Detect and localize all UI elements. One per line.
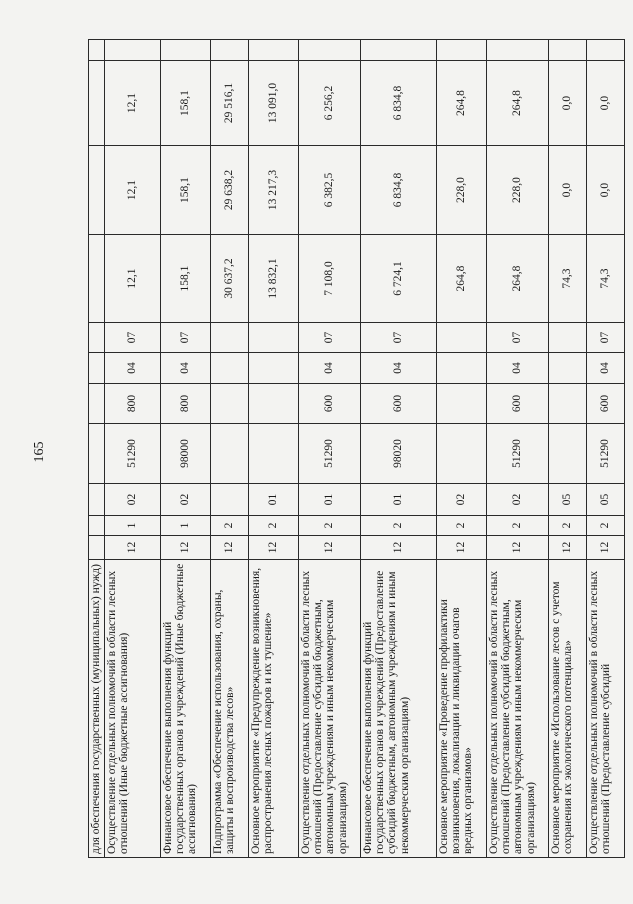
cell-subsection — [249, 323, 299, 353]
cell-measure: 02 — [161, 484, 211, 516]
cell-extra — [299, 40, 361, 61]
cell-measure: 02 — [105, 484, 161, 516]
cell-amount-2: 228,0 — [437, 146, 487, 235]
cell-extra — [161, 40, 211, 61]
row-name: Финансовое обеспечение выполнения функций государственных органов и учреждений (Предоставление субсидий бюджетным, автономным учреждениям и иным некоммерческим организациям) — [361, 560, 437, 858]
cell-amount-3: 0,0 — [587, 61, 625, 146]
table-row — [105, 40, 161, 858]
cell-amount-1: 30 637,2 — [211, 235, 249, 323]
cell-amount-1: 264,8 — [437, 235, 487, 323]
table-row — [549, 40, 587, 858]
cell-expense-type — [549, 384, 587, 424]
cell-amount-2: 13 217,3 — [249, 146, 299, 235]
cell-direction: 51290 — [105, 424, 161, 484]
cell-ministry: 12 — [299, 536, 361, 560]
cell-amount-1: 158,1 — [161, 235, 211, 323]
cell-subsection: 07 — [105, 323, 161, 353]
cell-extra — [549, 40, 587, 61]
cell-subprogram: 1 — [161, 516, 211, 536]
cell-extra — [105, 40, 161, 61]
cell-amount-3 — [89, 61, 105, 146]
cell-amount-1: 6 724,1 — [361, 235, 437, 323]
table-row — [437, 40, 487, 858]
cell-subprogram: 2 — [487, 516, 549, 536]
cell-direction — [249, 424, 299, 484]
cell-amount-3: 6 834,8 — [361, 61, 437, 146]
cell-ministry: 12 — [211, 536, 249, 560]
cell-amount-2: 228,0 — [487, 146, 549, 235]
cell-expense-type: 600 — [587, 384, 625, 424]
cell-measure — [89, 484, 105, 516]
row-name: Основное мероприятие «Предупреждение возникновения, распространения лесных пожаров и их тушение» — [249, 560, 299, 858]
cell-section: 04 — [299, 353, 361, 384]
cell-amount-3: 13 091,0 — [249, 61, 299, 146]
cell-ministry: 12 — [549, 536, 587, 560]
cell-section: 04 — [105, 353, 161, 384]
cell-subsection: 07 — [487, 323, 549, 353]
cell-subsection: 07 — [299, 323, 361, 353]
table-row — [299, 40, 361, 858]
cell-section: 04 — [587, 353, 625, 384]
cell-measure: 01 — [361, 484, 437, 516]
table-row — [211, 40, 249, 858]
cell-subprogram: 2 — [361, 516, 437, 536]
cell-section — [89, 353, 105, 384]
cell-measure — [211, 484, 249, 516]
cell-subsection — [549, 323, 587, 353]
cell-extra — [89, 40, 105, 61]
cell-expense-type — [437, 384, 487, 424]
cell-subprogram: 2 — [437, 516, 487, 536]
table-row — [161, 40, 211, 858]
row-name: для обеспечения государственных (муниципальных) нужд) — [89, 560, 105, 858]
page-number: 165 — [32, 441, 47, 463]
row-name: Основное мероприятие «Использование лесов с учетом сохранения их экологического потенциала» — [549, 560, 587, 858]
cell-ministry: 12 — [249, 536, 299, 560]
cell-amount-3: 264,8 — [437, 61, 487, 146]
cell-amount-1: 13 832,1 — [249, 235, 299, 323]
row-name: Осуществление отдельных полномочий в области лесных отношений (Иные бюджетные ассигнования) — [105, 560, 161, 858]
cell-extra — [587, 40, 625, 61]
cell-section — [437, 353, 487, 384]
cell-section — [549, 353, 587, 384]
cell-subprogram — [89, 516, 105, 536]
cell-ministry: 12 — [487, 536, 549, 560]
cell-amount-2: 6 382,5 — [299, 146, 361, 235]
cell-expense-type: 800 — [105, 384, 161, 424]
cell-direction: 98000 — [161, 424, 211, 484]
cell-amount-1: 12,1 — [105, 235, 161, 323]
cell-ministry: 12 — [587, 536, 625, 560]
row-name: Финансовое обеспечение выполнения функций государственных органов и учреждений (Иные бюджетные ассигнования) — [161, 560, 211, 858]
cell-amount-1: 74,3 — [549, 235, 587, 323]
cell-section — [211, 353, 249, 384]
cell-subprogram: 2 — [299, 516, 361, 536]
cell-amount-2: 0,0 — [549, 146, 587, 235]
cell-subprogram: 2 — [549, 516, 587, 536]
cell-measure: 01 — [299, 484, 361, 516]
cell-amount-2: 6 834,8 — [361, 146, 437, 235]
cell-extra — [361, 40, 437, 61]
cell-direction — [437, 424, 487, 484]
budget-table — [88, 39, 625, 858]
cell-section — [249, 353, 299, 384]
table-row — [249, 40, 299, 858]
cell-subsection — [437, 323, 487, 353]
row-name: Подпрограмма «Обеспечение использования, охраны, защиты и воспроизводства лесов» — [211, 560, 249, 858]
cell-section: 04 — [487, 353, 549, 384]
row-name: Основное мероприятие «Проведение профилактики возникновения, локализации и ликвидации очагов вредных организмов» — [437, 560, 487, 858]
budget-table-frame — [88, 40, 613, 858]
cell-subsection: 07 — [161, 323, 211, 353]
cell-measure: 01 — [249, 484, 299, 516]
cell-subprogram: 2 — [249, 516, 299, 536]
cell-amount-3: 12,1 — [105, 61, 161, 146]
cell-measure: 02 — [487, 484, 549, 516]
cell-ministry: 12 — [161, 536, 211, 560]
cell-direction — [89, 424, 105, 484]
cell-direction — [211, 424, 249, 484]
cell-direction — [549, 424, 587, 484]
cell-measure: 05 — [587, 484, 625, 516]
cell-subsection: 07 — [587, 323, 625, 353]
cell-expense-type — [89, 384, 105, 424]
cell-amount-1: 7 108,0 — [299, 235, 361, 323]
cell-extra — [437, 40, 487, 61]
cell-subprogram: 1 — [105, 516, 161, 536]
cell-subsection — [89, 323, 105, 353]
cell-expense-type: 600 — [361, 384, 437, 424]
row-name: Осуществление отдельных полномочий в области лесных отношений (Предоставление субсидий бюджетным, автономным учреждениям и иным некоммерческим организациям) — [299, 560, 361, 858]
cell-ministry: 12 — [105, 536, 161, 560]
cell-ministry — [89, 536, 105, 560]
row-name: Осуществление отдельных полномочий в области лесных отношений (Предоставление субсидий бюджетным, автономным учреждениям и иным некоммерческим организациям) — [487, 560, 549, 858]
cell-measure: 05 — [549, 484, 587, 516]
cell-amount-1: 264,8 — [487, 235, 549, 323]
table-row — [587, 40, 625, 858]
cell-ministry: 12 — [361, 536, 437, 560]
cell-direction: 98020 — [361, 424, 437, 484]
cell-subprogram: 2 — [587, 516, 625, 536]
cell-amount-3: 6 256,2 — [299, 61, 361, 146]
row-name: Осуществление отдельных полномочий в области лесных отношений (Предоставление субсидий — [587, 560, 625, 858]
cell-extra — [249, 40, 299, 61]
cell-amount-2: 0,0 — [587, 146, 625, 235]
cell-direction: 51290 — [487, 424, 549, 484]
cell-section: 04 — [161, 353, 211, 384]
cell-amount-2: 29 638,2 — [211, 146, 249, 235]
cell-expense-type — [249, 384, 299, 424]
cell-direction: 51290 — [587, 424, 625, 484]
cell-subsection: 07 — [361, 323, 437, 353]
cell-amount-2 — [89, 146, 105, 235]
cell-expense-type: 600 — [299, 384, 361, 424]
cell-expense-type: 800 — [161, 384, 211, 424]
cell-extra — [487, 40, 549, 61]
cell-subsection — [211, 323, 249, 353]
table-row — [89, 40, 105, 858]
cell-measure: 02 — [437, 484, 487, 516]
cell-amount-2: 12,1 — [105, 146, 161, 235]
cell-expense-type — [211, 384, 249, 424]
cell-extra — [211, 40, 249, 61]
cell-ministry: 12 — [437, 536, 487, 560]
cell-expense-type: 600 — [487, 384, 549, 424]
cell-amount-3: 0,0 — [549, 61, 587, 146]
cell-amount-3: 264,8 — [487, 61, 549, 146]
cell-amount-3: 158,1 — [161, 61, 211, 146]
cell-amount-1: 74,3 — [587, 235, 625, 323]
cell-amount-1 — [89, 235, 105, 323]
cell-amount-2: 158,1 — [161, 146, 211, 235]
cell-section: 04 — [361, 353, 437, 384]
cell-subprogram: 2 — [211, 516, 249, 536]
rotated-table-container — [88, 40, 613, 858]
table-row — [487, 40, 549, 858]
table-row — [361, 40, 437, 858]
cell-amount-3: 29 516,1 — [211, 61, 249, 146]
cell-direction: 51290 — [299, 424, 361, 484]
